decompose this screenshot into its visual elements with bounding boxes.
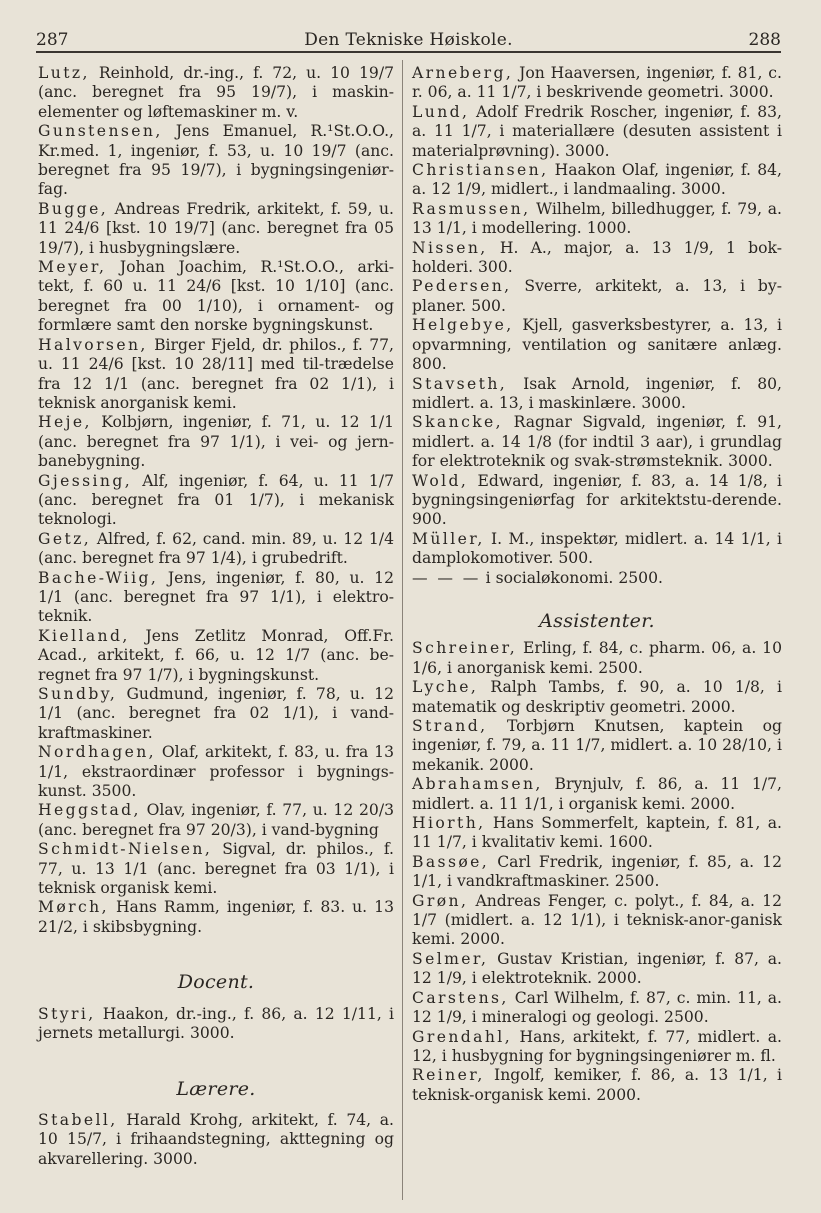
entry-name: Schreiner, — [412, 639, 518, 658]
entry — [412, 472, 782, 530]
entry-details: Kjell, gasverksbestyrer, a. 13, i opvarmning, ventilation og sanitære anlæg. 800. — [412, 316, 782, 374]
entry-details: Hans Ramm, ingeniør, f. 83. u. 13 21/2, i skibsbygning. — [38, 898, 394, 936]
entry — [412, 200, 782, 239]
entry — [38, 743, 394, 801]
entry — [38, 200, 394, 258]
entry — [38, 472, 394, 530]
entry-name: Müller, — [412, 529, 485, 548]
entry-details: Brynjulv, f. 86, a. 11 1/7, midlert. a. 11 1/1, i organisk kemi. 2000. — [412, 775, 782, 813]
entry-details: Torbjørn Knutsen, kaptein og ingeniør, f. 79, a. 11 1/7, midlert. a. 10 28/10, i mekanik. 2000. — [412, 717, 782, 774]
entry-details: Alfred, f. 62, cand. min. 89, u. 12 1/4 (anc. beregnet fra 97 1/4), i grubedrift. — [38, 529, 394, 568]
entry — [412, 775, 782, 814]
entry-name: Meyer, — [38, 258, 107, 277]
entry-name: Selmer, — [412, 949, 489, 968]
entry-name: Nissen, — [412, 238, 488, 257]
entry — [412, 277, 782, 316]
laerere-continued-list — [412, 64, 782, 588]
entry-details: H. A., major, a. 13 1/9, 1 bok-holderi. 300. — [412, 238, 782, 277]
entry-details: Carl Fredrik, ingeniør, f. 85, a. 12 1/1, i vandkraftmaskiner. 2500. — [412, 852, 782, 891]
entry-name: Grendahl, — [412, 1027, 513, 1046]
entry-name: Stavseth, — [412, 374, 508, 393]
section-heading-laerere: Lærere. — [176, 1077, 256, 1100]
entry-details: i socialøkonomi. 2500. — [480, 568, 663, 587]
entry-name: Rasmussen, — [412, 199, 531, 218]
entry-details: Olaf, arkitekt, f. 83, u. fra 13 1/1, ekstraordinær professor i bygnings-kunst. 3500. — [38, 743, 394, 801]
entry — [412, 853, 782, 892]
entry-name: Gjessing, — [38, 471, 133, 490]
entry — [38, 258, 394, 336]
entry-details: Kolbjørn, ingeniør, f. 71, u. 12 1/1 (anc. beregnet fra 97 1/1), i vei- og jern-banebygning. — [38, 413, 394, 471]
entry-name: Schmidt-Nielsen, — [38, 840, 213, 859]
entry-name: Arneberg, — [412, 64, 514, 82]
entry — [412, 814, 782, 853]
entry — [412, 239, 782, 278]
entry-name: Heje, — [38, 413, 92, 432]
column-divider — [402, 60, 403, 1200]
entry-name: Lund, — [412, 102, 470, 121]
entry-name: Christiansen, — [412, 161, 549, 180]
section-heading-assistenter: Assistenter. — [539, 609, 655, 632]
entry-details: Birger Fjeld, dr. philos., f. 77, u. 11 24/6 [kst. 10 28/11] med til-trædelse fra 12 1/1 (anc. beregnet fra 02 1/1), i teknisk anorganisk kemi. — [38, 335, 394, 412]
entry — [38, 898, 394, 937]
entry-details: Ragnar Sigvald, ingeniør, f. 91, midlert. a. 14 1/8 (for indtil 3 aar), i grundlag for elektroteknik og svak-strømsteknik. 3000. — [412, 413, 782, 471]
section-heading-docent: Docent. — [177, 971, 255, 994]
entry-details: Hans, arkitekt, f. 77, midlert. a. 12, i husbygning for bygningsingeniører m. fl. — [412, 1027, 782, 1065]
entry-details: Hans Sommerfelt, kaptein, f. 81, a. 11 1/7, i kvalitativ kemi. 1600. — [412, 814, 782, 852]
entry — [38, 530, 394, 569]
entry-name: Pedersen, — [412, 277, 512, 296]
laerere-list — [38, 1111, 394, 1169]
entry — [38, 840, 394, 898]
entry — [38, 627, 394, 685]
entry — [412, 375, 782, 414]
entry — [412, 678, 782, 717]
entry — [412, 316, 782, 374]
entry-details: Ingolf, kemiker, f. 86, a. 13 1/1, i teknisk-organisk kemi. 2000. — [412, 1066, 782, 1104]
entry-name: Styri, — [38, 1004, 96, 1023]
entry-name: Hiorth, — [412, 814, 486, 833]
entry-name: Nordhagen, — [38, 743, 157, 762]
entry — [412, 569, 782, 588]
entry-details: Adolf Fredrik Roscher, ingeniør, f. 83, a. 11 1/7, i materiallære (desuten assistent i materialprøvning). 3000. — [412, 102, 782, 160]
entry-name: — — — — [412, 568, 481, 587]
entry — [38, 801, 394, 840]
entry-details: Olav, ingeniør, f. 77, u. 12 20/3 (anc. beregnet fra 97 20/3), i vand-bygning — [38, 801, 394, 839]
entry-name: Mørch, — [38, 898, 109, 917]
entry-name: Bugge, — [38, 199, 109, 218]
entry — [38, 569, 394, 627]
entry-name: Lyche, — [412, 678, 479, 697]
entry-details: Sigval, dr. philos., f. 77, u. 13 1/1 (anc. beregnet fra 03 1/1), i teknisk organisk kemi. — [38, 840, 394, 898]
entry-details: Andreas Fenger, c. polyt., f. 84, a. 12 1/7 (midlert. a. 12 1/1), i teknisk-anor-ganisk kemi. 2000. — [412, 891, 782, 949]
entry — [412, 639, 782, 678]
entry — [38, 1005, 394, 1044]
entry-details: Gudmund, ingeniør, f. 78, u. 12 1/1 (anc. beregnet fra 02 1/1), i vand-kraftmaskiner. — [38, 685, 394, 742]
entry-name: Halvorsen, — [38, 335, 148, 354]
entry-name: Bache-Wiig, — [38, 568, 159, 587]
entry-details: Gustav Kristian, ingeniør, f. 87, a. 12 1/9, i elektroteknik. 2000. — [412, 949, 782, 988]
entry-details: Haakon Olaf, ingeniør, f. 84, a. 12 1/9, midlert., i landmaaling. 3000. — [412, 161, 782, 199]
entry-name: Lutz, — [38, 64, 90, 82]
entry-name: Stabell, — [38, 1110, 118, 1129]
entry-details: Jens, ingeniør, f. 80, u. 12 1/1 (anc. beregnet fra 97 1/1), i elektro-teknik. — [38, 568, 394, 626]
entry-name: Sundby, — [38, 685, 118, 703]
entry-details: Andreas Fredrik, arkitekt, f. 59, u. 11 24/6 [kst. 10 19/7] (anc. beregnet fra 05 19/7), i husbygningslære. — [38, 199, 394, 257]
entry-details: Erling, f. 84, c. pharm. 06, a. 10 1/6, i anorganisk kemi. 2500. — [412, 639, 782, 677]
entry — [412, 103, 782, 161]
entry — [38, 336, 394, 414]
entry-name: Helgebye, — [412, 316, 514, 335]
header-rule — [36, 51, 781, 53]
entry — [412, 530, 782, 569]
entry-details: Reinhold, dr.-ing., f. 72, u. 10 19/7 (anc. beregnet fra 95 19/7), i maskin-elementer og løftemaskiner m. v. — [38, 64, 394, 121]
entry — [38, 64, 394, 122]
entry-name: Getz, — [38, 529, 92, 548]
page-number-right: 288 — [748, 30, 781, 50]
entry — [412, 989, 782, 1028]
entry — [38, 122, 394, 200]
entry-name: Carstens, — [412, 988, 509, 1007]
entry — [412, 64, 782, 103]
entry — [412, 161, 782, 200]
entry — [412, 950, 782, 989]
entry-details: Harald Krohg, arkitekt, f. 74, a. 10 15/7, i frihaandstegning, akttegning og akvarellering. 3000. — [38, 1110, 394, 1168]
entry — [412, 1028, 782, 1067]
right-column — [412, 64, 782, 1105]
entry-details: Haakon, dr.-ing., f. 86, a. 12 1/11, i jernets metallurgi. 3000. — [38, 1004, 394, 1043]
entry-details: Jens Zetlitz Monrad, Off.Fr. Acad., arkitekt, f. 66, u. 12 1/7 (anc. be-regnet fra 97 1/7), i bygningskunst. — [38, 626, 394, 684]
entry-details: Alf, ingeniør, f. 64, u. 11 1/7 (anc. beregnet fra 01 1/7), i mekanisk teknologi. — [38, 471, 394, 529]
entry — [38, 685, 394, 743]
assistenter-list — [412, 639, 782, 1105]
entry-name: Strand, — [412, 717, 488, 735]
entry — [38, 1111, 394, 1169]
entry-details: Sverre, arkitekt, a. 13, i by-planer. 500. — [412, 277, 782, 315]
entry-name: Bassøe, — [412, 852, 490, 871]
entry-details: Johan Joachim, R.¹St.O.O., arki-tekt, f. 60 u. 11 24/6 [kst. 10 1/10] (anc. beregnet fra 00 1/10), i ornament- og formlære samt den norske bygningskunst. — [38, 258, 394, 335]
left-column — [38, 64, 394, 1169]
entry-details: Edward, ingeniør, f. 83, a. 14 1/8, i bygningsingeniørfag for arkitektstu-derende. 900. — [412, 471, 782, 529]
entry-name: Wold, — [412, 471, 469, 490]
entry-name: Abrahamsen, — [412, 775, 543, 794]
entry-details: Isak Arnold, ingeniør, f. 80, midlert. a. 13, i maskinlære. 3000. — [412, 374, 782, 412]
entry — [412, 892, 782, 950]
entry — [412, 717, 782, 775]
docent-list — [38, 1005, 394, 1044]
entry-details: I. M., inspektør, midlert. a. 14 1/1, i damplokomotiver. 500. — [412, 529, 782, 568]
entry-name: Grøn, — [412, 891, 469, 910]
entry-name: Reiner, — [412, 1066, 485, 1085]
entry — [412, 413, 782, 471]
entry-details: Carl Wilhelm, f. 87, c. min. 11, a. 12 1/9, i mineralogi og geologi. 2500. — [412, 988, 782, 1027]
entry-details: Ralph Tambs, f. 90, a. 10 1/8, i matematik og deskriptiv geometri. 2000. — [412, 678, 782, 716]
entry — [412, 1066, 782, 1105]
running-title: Den Tekniske Høiskole. — [304, 30, 513, 50]
entry-name: Skancke, — [412, 413, 504, 432]
entry-details: Jon Haaversen, ingeniør, f. 81, c. r. 06, a. 11 1/7, i beskrivende geometri. 3000. — [412, 64, 782, 102]
page-header — [36, 22, 781, 50]
entry — [38, 413, 394, 471]
professor-list — [38, 64, 394, 937]
entry-details: Jens Emanuel, R.¹St.O.O., Kr.med. 1, ingeniør, f. 53, u. 10 19/7 (anc. beregnet fra 95 19/7), i bygningsingeniør-fag. — [38, 122, 394, 199]
entry-name: Kielland, — [38, 626, 130, 645]
entry-details: Wilhelm, billedhugger, f. 79, a. 13 1/1, i modellering. 1000. — [412, 199, 782, 238]
entry-name: Heggstad, — [38, 801, 141, 820]
page-number-left: 287 — [36, 30, 69, 50]
entry-name: Gunstensen, — [38, 122, 163, 141]
